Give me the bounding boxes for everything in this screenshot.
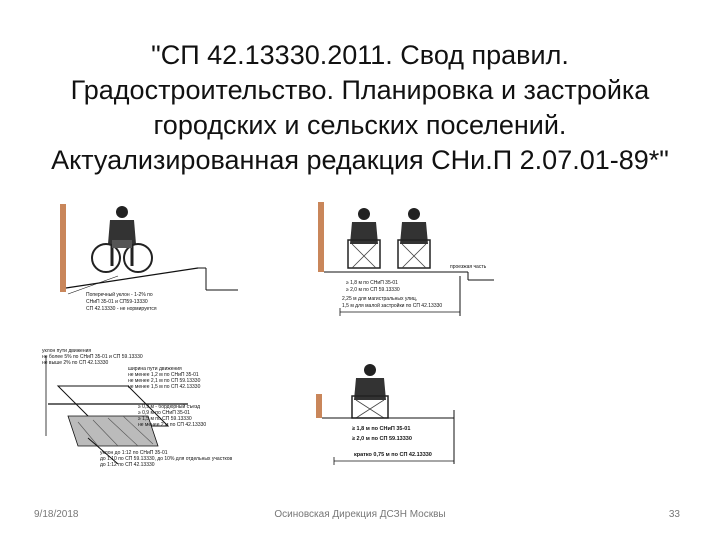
slope-label: не более 5% по СНиП 35-01 и СП 59.13330: [42, 354, 143, 360]
width-label: не менее 1,5 м по СП 42.13330: [128, 384, 201, 390]
width-label: ≥ 1,8 м по СНиП 35-01: [352, 426, 411, 432]
curb-ramp-label: ≥ 1,5 м по СП 59.13330: [138, 416, 192, 422]
title-line: Градостроительство. Планировка и застройка: [70, 75, 650, 105]
wall-strip: [60, 204, 66, 292]
wheelchair-user-icon: [348, 208, 380, 268]
wheelchair-user-icon: [398, 208, 430, 268]
gradient-label: до 1:12 по СП 42.13330: [100, 462, 155, 468]
ramp-figure: [58, 200, 240, 318]
width-label: 2,25 м для магистральных улиц,: [342, 296, 418, 302]
curb-ramp-label: не менее 2 м по СП 42.13330: [138, 422, 207, 428]
wall-strip: [318, 202, 324, 272]
two-wheelchairs-figure: [318, 200, 494, 318]
width-label: 1,5 м для малой застройки по СП 42.13330: [342, 303, 443, 309]
wheelchair-user-icon: [92, 206, 152, 272]
curb-ramp-label: ≥ 0,9 м по СНиП 35-01: [138, 410, 190, 416]
ramp-label: СП 42.13330 - не нормируется: [86, 306, 157, 312]
width-label: ≥ 2,0 м по СП 59.13330: [352, 436, 412, 442]
curb-ramp-label: ≥ 0,9 м - бордюрный съезд: [138, 404, 201, 410]
curb-crossing-figure: [38, 346, 233, 470]
ramp-label: СНиП 35-01 и СП59-13330: [86, 299, 148, 305]
title-line: городских и сельских поселений.: [153, 110, 567, 140]
one-wheelchair-figure: [314, 360, 464, 470]
slope-label: уклон пути движения: [42, 348, 92, 354]
width-label: ≥ 1,8 м по СНиП 35-01: [346, 280, 398, 286]
title-line: "СП 42.13330.2011. Свод правил.: [151, 40, 569, 70]
slope-label: не выше 2% по СП 42.13330: [42, 360, 109, 366]
width-label: не менее 1,2 м по СНиП 35-01: [128, 372, 199, 378]
footer-page-number: 33: [668, 509, 680, 520]
slide-title: [40, 38, 680, 178]
gradient-label: уклон до 1:12 по СНиП 35-01: [100, 450, 168, 456]
width-label: не менее 2,1 м по СП 59.13330: [128, 378, 201, 384]
footer-organization: Осиновская Дирекция ДСЗН Москвы: [274, 509, 446, 520]
width-label: кратко 0,75 м по СП 42.13330: [354, 452, 432, 458]
roadway-label: проезжая часть: [450, 264, 487, 270]
wheelchair-user-icon: [352, 364, 388, 418]
gradient-label: до 1:10 по СП 59.13330, до 10% для отдельных участков: [100, 456, 233, 462]
width-label: ≥ 2,0 м по СП 59.13330: [346, 287, 400, 293]
title-line: Актуализированная редакция СНи.П 2.07.01-89*": [51, 145, 669, 175]
ramp-label: Поперечный уклон - 1-2% по: [86, 292, 153, 298]
wall-strip: [316, 394, 322, 418]
footer-date: 9/18/2018: [34, 509, 79, 520]
width-label: ширина пути движения: [128, 366, 182, 372]
